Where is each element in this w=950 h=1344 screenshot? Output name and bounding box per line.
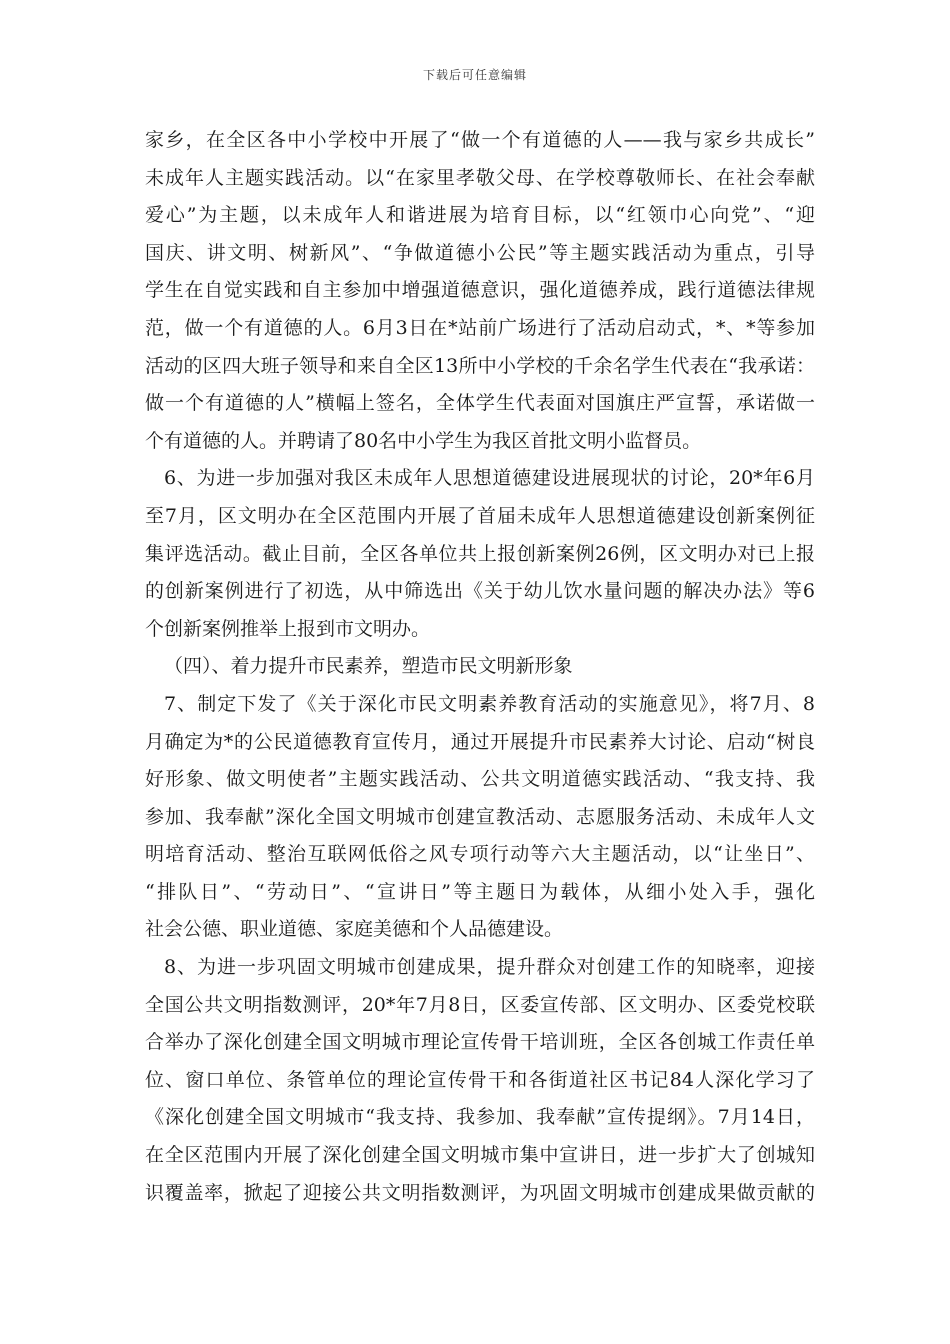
text-line: 社会公德、职业道德、家庭美德和个人品德建设。 <box>145 918 564 941</box>
text-line: 位、窗口单位、条管单位的理论宣传骨干和各街道社区书记84人深化学习了 <box>145 1068 815 1091</box>
text-line: 月确定为*的公民道德教育宣传月，通过开展提升市民素养大讨论、启动“树良 <box>145 730 815 753</box>
text-line: 学生在自觉实践和自主参加中增强道德意识，强化道德养成，践行道德法律规 <box>145 279 815 302</box>
text-line: 合举办了深化创建全国文明城市理论宣传骨干培训班，全区各创城工作责任单 <box>145 1031 815 1054</box>
text-line: 识覆盖率，掀起了迎接公共文明指数测评，为巩固文明城市创建成果做贡献的 <box>145 1181 815 1204</box>
text-line: 好形象、做文明使者”主题实践活动、公共文明道德实践活动、“我支持、我 <box>145 768 815 791</box>
text-line: 明培育活动、整治互联网低俗之风专项行动等六大主题活动，以“让坐日”、 <box>145 843 815 866</box>
text-line: 8、为进一步巩固文明城市创建成果，提升群众对创建工作的知晓率，迎接 <box>164 956 815 979</box>
text-line: 做一个有道德的人”横幅上签名，全体学生代表面对国旗庄严宣誓，承诺做一 <box>145 392 815 415</box>
text-line: 7、制定下发了《关于深化市民文明素养教育活动的实施意见》，将7月、8 <box>164 692 815 715</box>
text-line: 国庆、讲文明、树新风”、“争做道德小公民”等主题实践活动为重点，引导 <box>145 241 815 264</box>
text-line: 6、为进一步加强对我区未成年人思想道德建设进展现状的讨论，20*年6月 <box>164 467 815 490</box>
text-line: 家乡，在全区各中小学校中开展了“做一个有道德的人——我与家乡共成长” <box>145 129 815 151</box>
text-line: 的创新案例进行了初选，从中筛选出《关于幼儿饮水量问题的解决办法》等6 <box>145 580 815 603</box>
text-line: 个有道德的人。并聘请了80名中小学生为我区首批文明小监督员。 <box>145 429 702 452</box>
text-line: 未成年人主题实践活动。以“在家里孝敬父母、在学校尊敬师长、在社会奉献 <box>145 166 815 189</box>
text-line: 至7月，区文明办在全区范围内开展了首届未成年人思想道德建设创新案例征 <box>145 504 815 527</box>
text-line: （四）、着力提升市民素养，塑造市民文明新形象 <box>164 655 573 678</box>
text-line: 活动的区四大班子领导和来自全区13所中小学校的千余名学生代表在“我承诺： <box>145 354 815 377</box>
text-line: 集评选活动。截止目前，全区各单位共上报创新案例26例，区文明办对已上报 <box>145 542 815 565</box>
text-line: 《深化创建全国文明城市“我支持、我参加、我奉献”宣传提纲》。7月14日， <box>145 1106 815 1129</box>
document-body <box>145 122 815 1212</box>
page-header-note: 下载后可任意编辑 <box>422 68 527 82</box>
text-line: 个创新案例推举上报到市文明办。 <box>145 617 431 640</box>
text-line: 在全区范围内开展了深化创建全国文明城市集中宣讲日，进一步扩大了创城知 <box>145 1144 815 1167</box>
text-line: 范，做一个有道德的人。6月3日在*站前广场进行了活动启动式，*、*等参加 <box>145 316 815 339</box>
text-line: 爱心”为主题，以未成年人和谐进展为培育目标，以“红领巾心向党”、“迎 <box>145 204 815 227</box>
text-line: 全国公共文明指数测评，20*年7月8日，区委宣传部、区文明办、区委党校联 <box>145 993 815 1016</box>
text-line: “排队日”、“劳动日”、“宣讲日”等主题日为载体，从细小处入手，强化 <box>145 880 815 903</box>
text-line: 参加、我奉献”深化全国文明城市创建宣教活动、志愿服务活动、未成年人文 <box>145 805 815 828</box>
